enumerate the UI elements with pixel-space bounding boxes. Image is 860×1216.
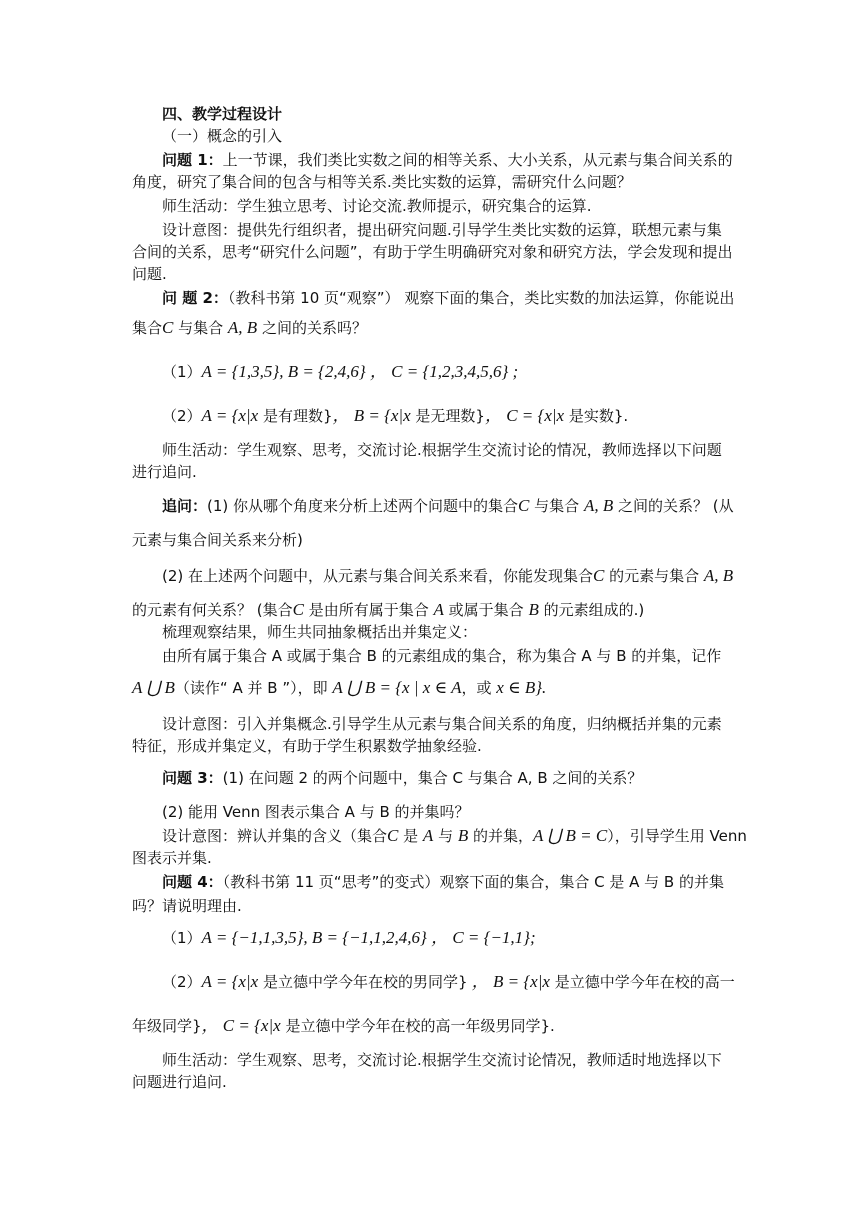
followup-label: 追问： [162,497,208,515]
followup-part-2-line-1: (2) 在上述两个问题中，从元素与集合间关系来看，你能发现集合C 的元素与集合 A, B [162,566,734,585]
question-2-item-2: （2）A = {x|x 是有理数}， B = {x|x 是无理数}， C = {x|x 是实数}. [162,406,629,425]
question-3-label: 问题 3： [162,769,223,787]
question-1-line-1: 问题 1：上一节课，我们类比实数之间的相等关系、大小关系，从元素与集合间关系的 [162,151,733,169]
activity-1: 师生活动：学生独立思考、讨论交流.教师提示，研究集合的运算. [162,197,592,215]
question-1-line-2: 角度，研究了集合间的包含与相等关系.类比实数的运算，需研究什么问题？ [132,173,632,191]
question-3-line-1: 问题 3：(1) 在问题 2 的两个问题中，集合 C 与集合 A, B 之间的关系？ [162,769,643,787]
question-3-line-2: (2) 能用 Venn 图表示集合 A 与 B 的并集吗？ [162,803,470,821]
design-1-line-2: 合间的关系，思考“研究什么问题”，有助于学生明确研究对象和研究方法，学会发现和提出 [132,243,733,261]
followup-part-2-line-2: 的元素有何关系？ (集合C 是由所有属于集合 A 或属于集合 B 的元素组成的.) [132,600,645,619]
followup-line-1: 追问：(1) 你从哪个角度来分析上述两个问题中的集合C 与集合 A, B 之间的关系？ (从 [162,496,734,515]
question-4-line-2: 吗？请说明理由. [132,897,242,915]
activity-2-line-2: 进行追问. [132,463,197,481]
question-2-item-1: （1）A = {1,3,5}, B = {2,4,6} ， C = {1,2,3,4,5,6} ; [162,362,519,381]
design-2-line-2: 特征，形成并集定义，有助于学生积累数学抽象经验. [132,737,482,755]
question-4-label: 问题 4： [162,873,223,891]
design-3-line-1: 设计意图：辨认并集的含义（集合C 是 A 与 B 的并集，A ⋃ B = C），引导学生用 Venn [162,826,747,845]
question-2-label: 问 题 2： [162,289,228,307]
design-1-line-3: 问题. [132,265,167,283]
question-1-label: 问题 1： [162,151,223,169]
followup-line-2: 元素与集合间关系来分析) [132,531,303,549]
subsection-heading: （一）概念的引入 [162,127,283,145]
activity-3-line-2: 问题进行追问. [132,1073,227,1091]
question-2-line-1: 问 题 2：（教科书第 10 页“观察”） 观察下面的集合，类比实数的加法运算，你能说出 [162,289,735,307]
design-1-line-1: 设计意图：提供先行组织者，提出研究问题.引导学生类比实数的运算，联想元素与集 [162,221,722,239]
design-3-line-2: 图表示并集. [132,849,212,867]
summary-line-2: 由所有属于集合 A 或属于集合 B 的元素组成的集合，称为集合 A 与 B 的并集，记作 [162,647,722,665]
question-4-item-2-line-2: 年级同学}， C = {x|x 是立德中学今年在校的高一年级男同学}. [132,1016,555,1035]
question-2-line-2: 集合C 与集合 A, B 之间的关系吗？ [132,318,367,337]
design-2-line-1: 设计意图：引入并集概念.引导学生从元素与集合间关系的角度，归纳概括并集的元素 [162,715,722,733]
summary-line-1: 梳理观察结果，师生共同抽象概括出并集定义： [162,623,478,641]
activity-3-line-1: 师生活动：学生观察、思考，交流讨论.根据学生交流讨论情况，教师适时地选择以下 [162,1051,722,1069]
summary-line-3: A ⋃ B（读作“ A 并 B ”），即 A ⋃ B = {x | x ∈ A，或 x ∈ B}. [132,678,547,697]
question-4-item-2: （2）A = {x|x 是立德中学今年在校的男同学} ， B = {x|x 是立德中学今年在校的高一 [162,972,735,991]
section-heading: 四、教学过程设计 [162,105,283,123]
question-4-item-1: （1）A = {−1,1,3,5}, B = {−1,1,2,4,6} ， C = {−1,1}; [162,928,536,947]
question-4-line-1: 问题 4：（教科书第 11 页“思考”的变式）观察下面的集合，集合 C 是 A 与 B 的并集 [162,873,724,891]
activity-2-line-1: 师生活动：学生观察、思考，交流讨论.根据学生交流讨论的情况，教师选择以下问题 [162,441,722,459]
